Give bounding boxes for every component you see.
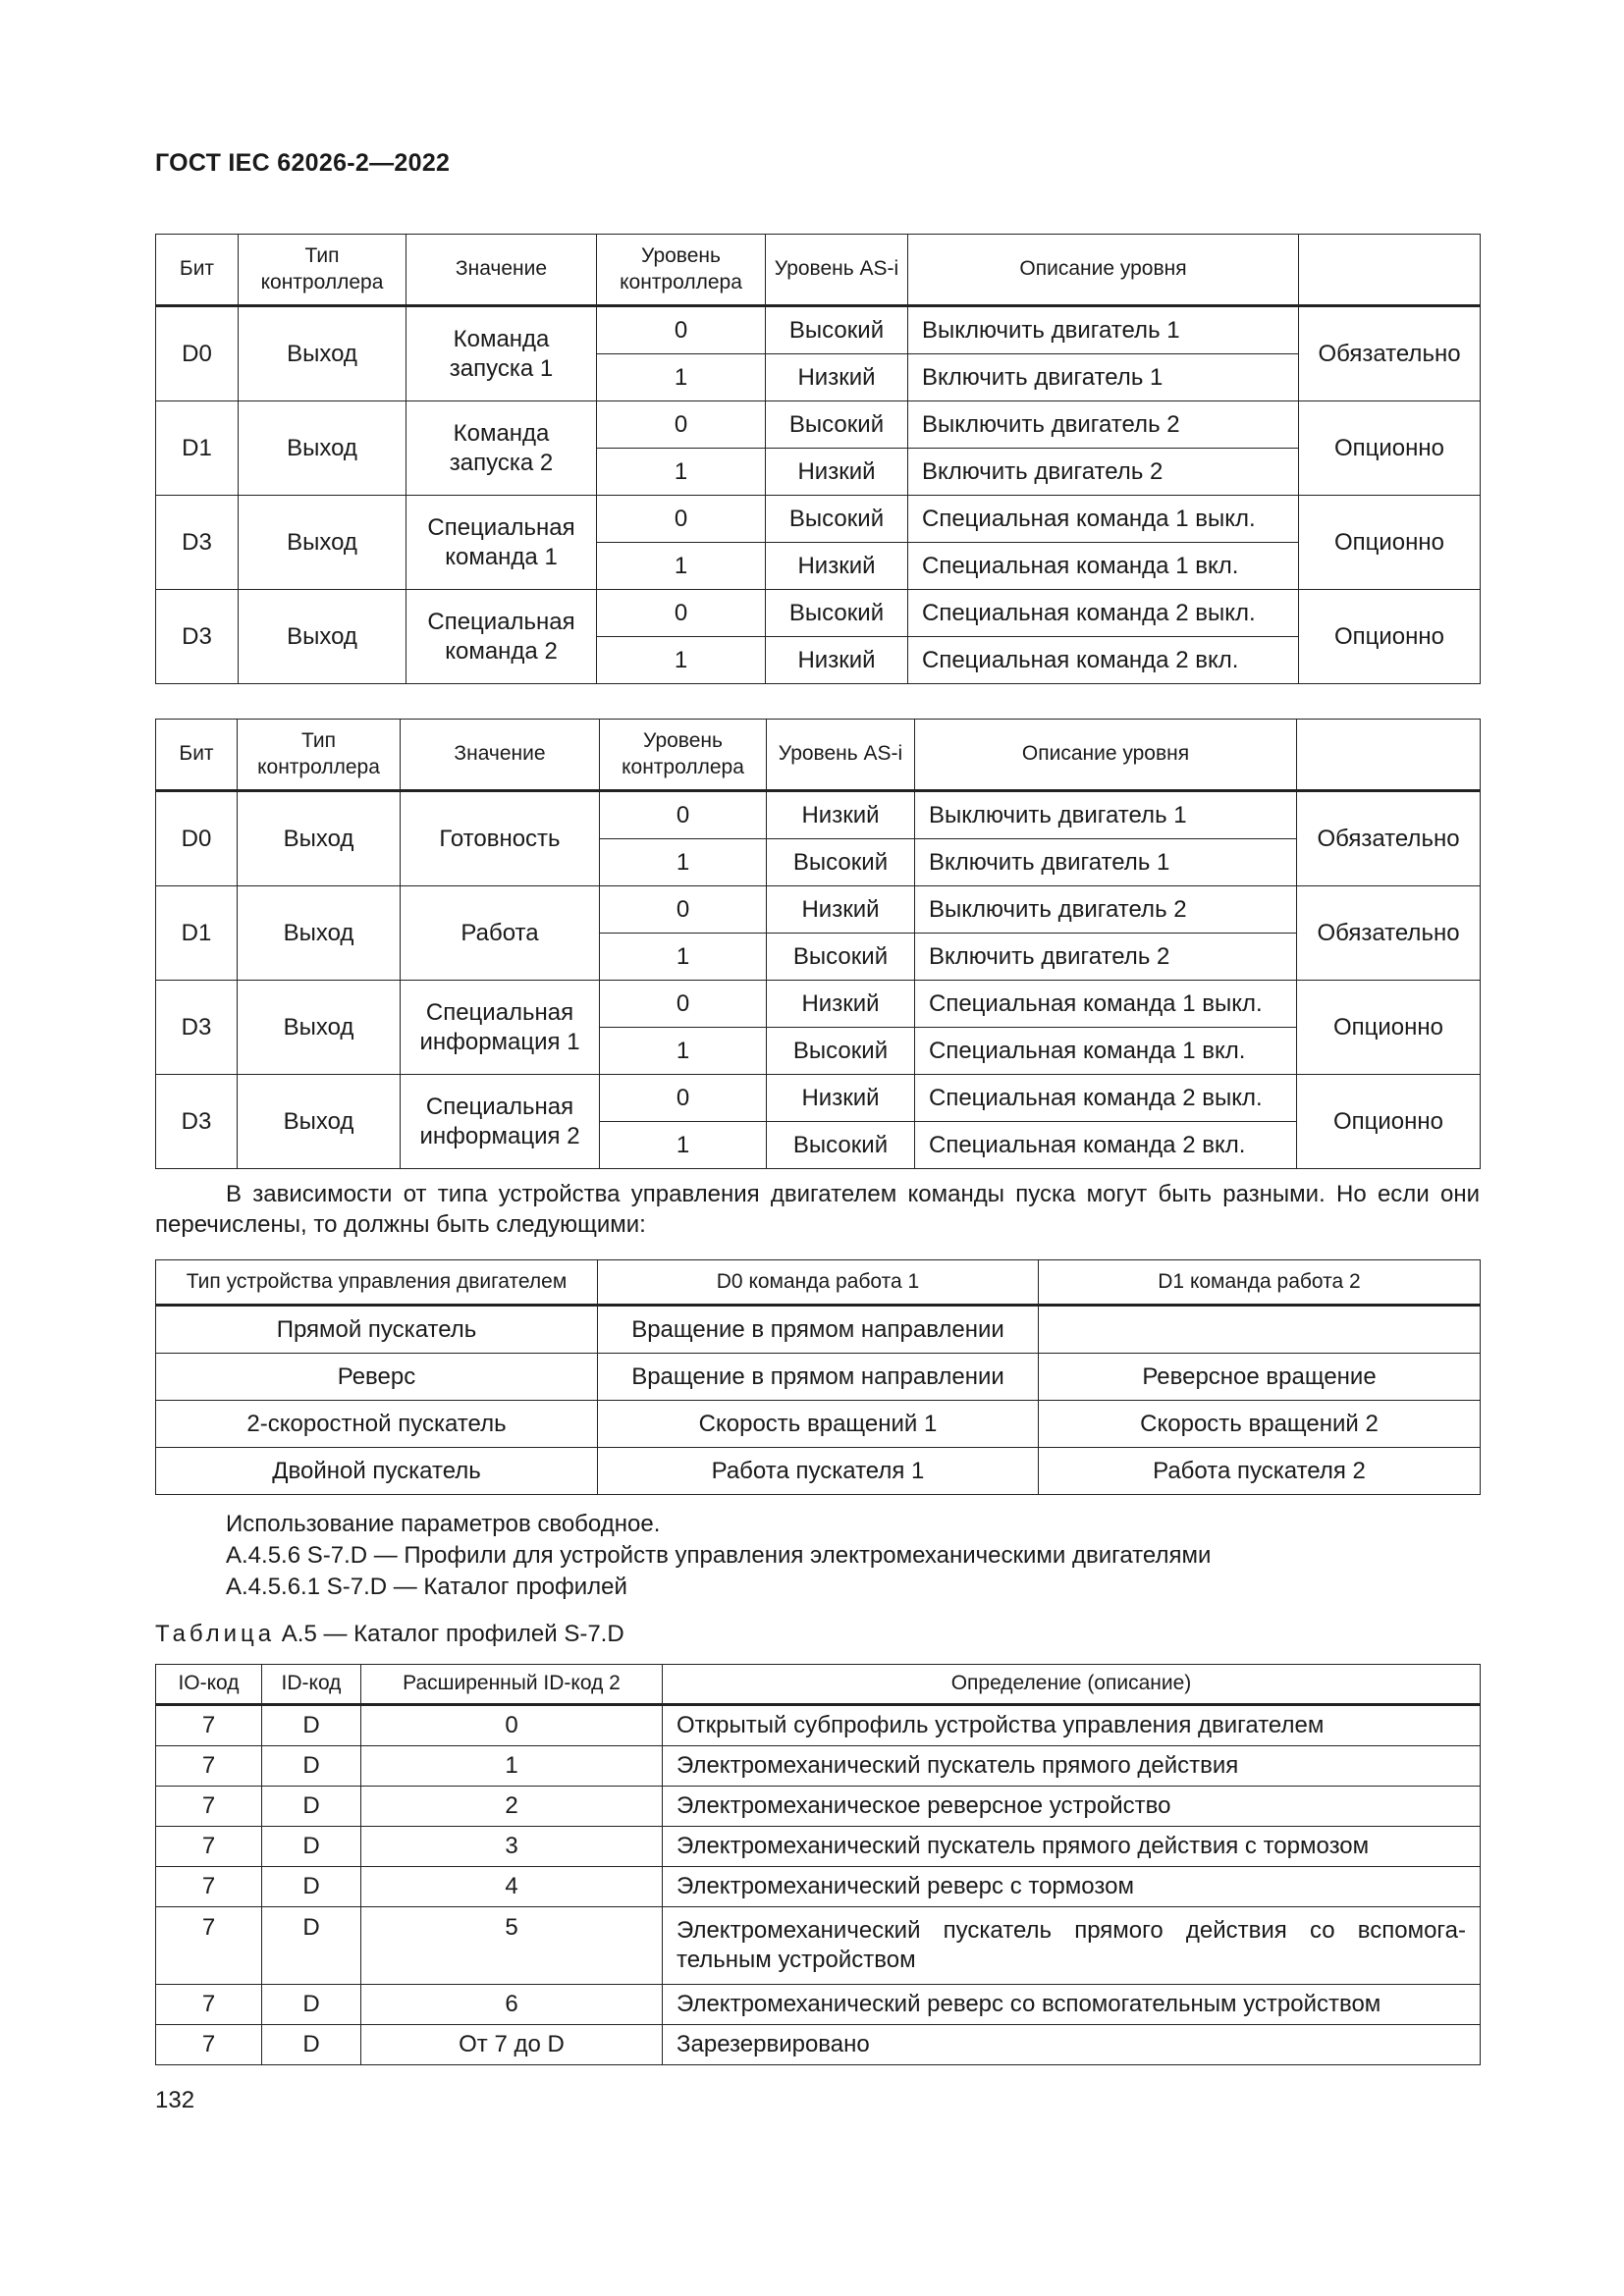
cell-extended-id-code: 5 [361,1907,663,1985]
cell-value: Специальная информация 2 [401,1075,600,1169]
cell-type: Выход [238,886,401,981]
header-controller-level: Уровень контроллера [597,235,766,306]
cell-asi-level: Высокий [767,839,915,886]
cell-description: Включить двигатель 2 [908,449,1299,496]
header-d0-command: D0 команда работа 1 [598,1260,1039,1306]
table-command-bits [155,234,1481,684]
cell-status: Опционно [1299,401,1481,496]
cell-extended-id-code: 6 [361,1985,663,2025]
cell-controller-level: 1 [597,637,766,684]
cell-description: Включить двигатель 2 [915,934,1297,981]
table-command-bits-block [155,234,1480,684]
table-row [156,1401,1481,1448]
cell-status: Обязательно [1297,886,1481,981]
header-controller-type: Тип контроллера [239,235,406,306]
cell-device-type: Реверс [156,1354,598,1401]
cell-io-code: 7 [156,2025,262,2065]
cell-controller-level: 1 [600,1028,767,1075]
cell-io-code: 7 [156,1705,262,1746]
cell-asi-level: Высокий [766,306,908,354]
table-row [156,886,1481,934]
cell-definition: Зарезервировано [663,2025,1481,2065]
cell-description: Специальная команда 2 вкл. [908,637,1299,684]
cell-status: Опционно [1297,1075,1481,1169]
table-row [156,1907,1481,1985]
cell-definition: Электромеханический реверс со вспомогательным устройством [663,1985,1481,2025]
header-value: Значение [401,720,600,791]
header-definition: Определение (описание) [663,1665,1481,1705]
cell-controller-level: 1 [600,839,767,886]
cell-description: Выключить двигатель 2 [915,886,1297,934]
cell-type: Выход [239,590,406,684]
table-profile-catalog-block [155,1664,1480,2065]
cell-extended-id-code: 4 [361,1867,663,1907]
cell-type: Выход [238,981,401,1075]
table-row [156,981,1481,1028]
cell-description: Выключить двигатель 1 [915,791,1297,839]
table-row [156,1306,1481,1354]
cell-controller-level: 1 [597,354,766,401]
cell-type: Выход [239,401,406,496]
cell-controller-level: 1 [597,543,766,590]
cell-asi-level: Высокий [766,401,908,449]
cell-type: Выход [238,791,401,886]
cell-asi-level: Низкий [767,1075,915,1122]
cell-definition: Электромеханический пускатель прямого действия со вспомогательным устройством [663,1907,1481,1985]
cell-definition: Электромеханическое реверсное устройство [663,1787,1481,1827]
cell-controller-level: 0 [597,306,766,354]
cell-bit: D3 [156,981,238,1075]
section-heading-a4-5-6: А.4.5.6 S-7.D — Профили для устройств управления электромеханическими двигателями [226,1542,1212,1569]
cell-device-type: Двойной пускатель [156,1448,598,1495]
table-row [156,590,1481,637]
cell-status: Опционно [1299,590,1481,684]
cell-device-type: 2-скоростной пускатель [156,1401,598,1448]
cell-extended-id-code: 2 [361,1787,663,1827]
cell-id-code: D [262,1867,361,1907]
cell-controller-level: 1 [600,1122,767,1169]
cell-description: Включить двигатель 1 [915,839,1297,886]
cell-d1-command: Реверсное вращение [1039,1354,1481,1401]
cell-id-code: D [262,2025,361,2065]
cell-bit: D0 [156,306,239,401]
header-value: Значение [406,235,597,306]
section-heading-a4-5-6-1: А.4.5.6.1 S-7.D — Каталог профилей [226,1574,627,1600]
cell-extended-id-code: 0 [361,1705,663,1746]
cell-value: Специальная информация 1 [401,981,600,1075]
table-row [156,401,1481,449]
cell-asi-level: Низкий [766,543,908,590]
table-row [156,1985,1481,2025]
header-bit: Бит [156,235,239,306]
table-row [156,1354,1481,1401]
cell-controller-level: 1 [600,934,767,981]
cell-bit: D0 [156,791,238,886]
table-row [156,1746,1481,1787]
table-row [156,1075,1481,1122]
cell-value: Работа [401,886,600,981]
cell-description: Выключить двигатель 2 [908,401,1299,449]
cell-d1-command: Работа пускателя 2 [1039,1448,1481,1495]
cell-asi-level: Высокий [766,496,908,543]
table-caption [155,1621,624,1648]
cell-value: Готовность [401,791,600,886]
cell-status: Обязательно [1297,791,1481,886]
table-header-row [156,1665,1481,1705]
cell-asi-level: Низкий [767,981,915,1028]
table-row [156,1867,1481,1907]
header-extended-id-code: Расширенный ID-код 2 [361,1665,663,1705]
cell-device-type: Прямой пускатель [156,1306,598,1354]
table-profile-catalog [155,1664,1481,2065]
cell-value: Специальная команда 1 [406,496,597,590]
table-caption-text: А.5 — Каталог профилей S-7.D [281,1621,624,1647]
cell-id-code: D [262,1787,361,1827]
cell-type: Выход [238,1075,401,1169]
cell-io-code: 7 [156,1867,262,1907]
cell-d0-command: Вращение в прямом направлении [598,1354,1039,1401]
cell-extended-id-code: 1 [361,1746,663,1787]
cell-extended-id-code: 3 [361,1827,663,1867]
table-caption-label: Таблица [155,1621,276,1647]
cell-definition: Электромеханический пускатель прямого действия с тормозом [663,1827,1481,1867]
table-row [156,306,1481,354]
cell-id-code: D [262,1705,361,1746]
cell-d0-command: Скорость вращений 1 [598,1401,1039,1448]
cell-d0-command: Работа пускателя 1 [598,1448,1039,1495]
cell-controller-level: 0 [600,1075,767,1122]
cell-asi-level: Низкий [767,791,915,839]
cell-description: Специальная команда 2 выкл. [915,1075,1297,1122]
cell-description: Специальная команда 1 вкл. [915,1028,1297,1075]
cell-bit: D1 [156,401,239,496]
cell-bit: D1 [156,886,238,981]
cell-controller-level: 0 [600,981,767,1028]
header-status [1297,720,1481,791]
cell-description: Специальная команда 2 выкл. [908,590,1299,637]
table-status-bits [155,719,1481,1169]
cell-controller-level: 0 [600,886,767,934]
table-start-commands [155,1259,1481,1495]
header-controller-type: Тип контроллера [238,720,401,791]
header-device-type: Тип устройства управления двигателем [156,1260,598,1306]
cell-asi-level: Низкий [766,354,908,401]
cell-definition: Электромеханический пускатель прямого действия [663,1746,1481,1787]
header-level-description: Описание уровня [915,720,1297,791]
cell-io-code: 7 [156,1787,262,1827]
cell-d0-command: Вращение в прямом направлении [598,1306,1039,1354]
cell-bit: D3 [156,590,239,684]
body-paragraph: В зависимости от типа устройства управления двигателем команды пуска могут быть разными. Но если они перечислены, то должны быть следующими: [155,1181,1480,1238]
cell-asi-level: Низкий [766,637,908,684]
header-status [1299,235,1481,306]
table-row [156,791,1481,839]
header-asi-level: Уровень AS-i [767,720,915,791]
cell-io-code: 7 [156,1985,262,2025]
cell-description: Специальная команда 1 вкл. [908,543,1299,590]
table-row [156,1705,1481,1746]
cell-controller-level: 0 [597,590,766,637]
cell-io-code: 7 [156,1907,262,1985]
cell-asi-level: Низкий [766,449,908,496]
table-start-commands-block [155,1259,1480,1495]
cell-status: Опционно [1299,496,1481,590]
table-header-row [156,1260,1481,1306]
document-header: ГОСТ IEC 62026-2—2022 [155,149,451,177]
cell-description: Специальная команда 1 выкл. [915,981,1297,1028]
table-row [156,496,1481,543]
header-controller-level: Уровень контроллера [600,720,767,791]
cell-id-code: D [262,1907,361,1985]
cell-asi-level: Высокий [767,934,915,981]
cell-definition: Открытый субпрофиль устройства управления двигателем [663,1705,1481,1746]
cell-id-code: D [262,1985,361,2025]
cell-asi-level: Высокий [766,590,908,637]
cell-value: Специальная команда 2 [406,590,597,684]
table-row [156,1448,1481,1495]
cell-type: Выход [239,496,406,590]
cell-io-code: 7 [156,1827,262,1867]
header-asi-level: Уровень AS-i [766,235,908,306]
cell-description: Включить двигатель 1 [908,354,1299,401]
table-header-row [156,720,1481,791]
cell-definition: Электромеханический реверс с тормозом [663,1867,1481,1907]
cell-id-code: D [262,1746,361,1787]
cell-status: Обязательно [1299,306,1481,401]
cell-io-code: 7 [156,1746,262,1787]
cell-controller-level: 0 [597,496,766,543]
cell-asi-level: Высокий [767,1122,915,1169]
header-bit: Бит [156,720,238,791]
table-row [156,1787,1481,1827]
cell-asi-level: Высокий [767,1028,915,1075]
cell-value: Команда запуска 2 [406,401,597,496]
cell-id-code: D [262,1827,361,1867]
table-row [156,2025,1481,2065]
cell-controller-level: 0 [600,791,767,839]
cell-bit: D3 [156,496,239,590]
cell-controller-level: 1 [597,449,766,496]
text-line-parameters: Использование параметров свободное. [226,1511,661,1537]
cell-description: Специальная команда 1 выкл. [908,496,1299,543]
header-id-code: ID-код [262,1665,361,1705]
cell-value: Команда запуска 1 [406,306,597,401]
table-header-row [156,235,1481,306]
header-io-code: IO-код [156,1665,262,1705]
cell-bit: D3 [156,1075,238,1169]
cell-extended-id-code: От 7 до D [361,2025,663,2065]
cell-controller-level: 0 [597,401,766,449]
cell-d1-command: Скорость вращений 2 [1039,1401,1481,1448]
cell-asi-level: Низкий [767,886,915,934]
cell-description: Специальная команда 2 вкл. [915,1122,1297,1169]
table-row [156,1827,1481,1867]
cell-d1-command [1039,1306,1481,1354]
table-status-bits-block [155,719,1480,1169]
header-level-description: Описание уровня [908,235,1299,306]
cell-status: Опционно [1297,981,1481,1075]
cell-description: Выключить двигатель 1 [908,306,1299,354]
header-d1-command: D1 команда работа 2 [1039,1260,1481,1306]
page-number: 132 [155,2087,195,2113]
cell-type: Выход [239,306,406,401]
